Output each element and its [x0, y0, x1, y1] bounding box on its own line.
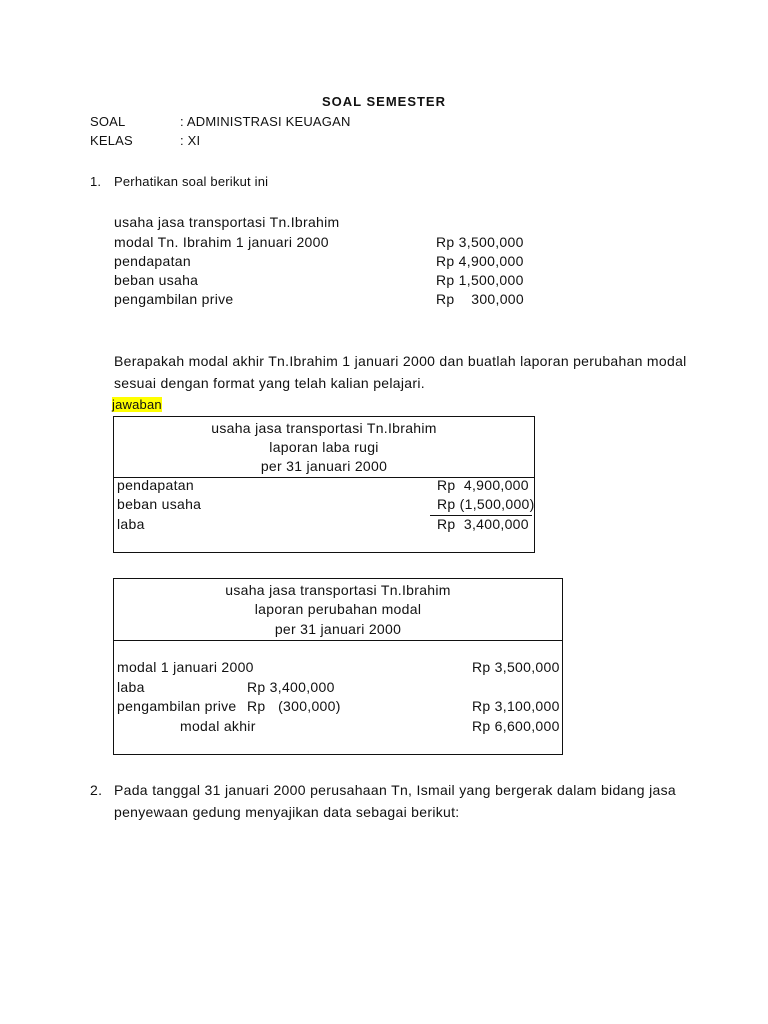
q1-number: 1. [90, 174, 102, 189]
q1-item-value: Rp 4,900,000 [436, 253, 524, 269]
modal-awal-value: Rp 3,500,000 [472, 659, 560, 675]
modal-akhir-label: modal akhir [180, 718, 256, 734]
answer-label: jawaban [112, 397, 162, 412]
laba-rugi-row-label: beban usaha [117, 496, 202, 512]
laba-rugi-row-label: pendapatan [117, 477, 194, 493]
laba-rugi-title: usaha jasa transportasi Tn.Ibrahim [211, 420, 437, 436]
q1-item-value: Rp 3,500,000 [436, 234, 524, 250]
q1-question-line2: sesuai dengan format yang telah kalian pelajari. [114, 375, 425, 391]
q2-line2: penyewaan gedung menyajikan data sebagai berikut: [114, 804, 460, 820]
q2-line1: Pada tanggal 31 januari 2000 perusahaan Tn, Ismail yang bergerak dalam bidang jasa [114, 782, 676, 798]
laba-rugi-row-value: Rp 3,400,000 [437, 516, 529, 532]
prive-value: Rp 3,100,000 [472, 698, 560, 714]
laba-rugi-row-value: Rp 4,900,000 [437, 477, 529, 493]
laba-rugi-row-label: laba [117, 516, 145, 532]
perubahan-modal-date: per 31 januari 2000 [274, 621, 402, 637]
q1-item-label: pengambilan prive [114, 291, 234, 307]
perubahan-modal-title: usaha jasa transportasi Tn.Ibrahim [225, 582, 451, 598]
laba-label: laba [117, 679, 145, 695]
document-title: SOAL SEMESTER [321, 94, 446, 109]
soal-value: : ADMINISTRASI KEUAGAN [180, 114, 351, 129]
laba-rugi-row-value: Rp (1,500,000) [437, 496, 535, 512]
laba-mid-value: Rp 3,400,000 [247, 679, 335, 695]
kelas-value: : XI [180, 133, 201, 148]
perubahan-modal-header-divider [113, 640, 563, 641]
q2-number: 2. [90, 782, 103, 798]
q1-item-value: Rp 1,500,000 [436, 272, 524, 288]
q1-item-value: Rp 300,000 [436, 291, 524, 307]
q1-item-label: modal Tn. Ibrahim 1 januari 2000 [114, 234, 329, 250]
perubahan-modal-subtitle: laporan perubahan modal [254, 601, 422, 617]
soal-label: SOAL [90, 114, 126, 129]
q1-data-title: usaha jasa transportasi Tn.Ibrahim [114, 214, 340, 230]
q1-intro: Perhatikan soal berikut ini [114, 174, 269, 189]
q1-item-label: beban usaha [114, 272, 199, 288]
kelas-label: KELAS [90, 133, 133, 148]
prive-label: pengambilan prive [117, 698, 237, 714]
laba-rugi-date: per 31 januari 2000 [260, 458, 388, 474]
laba-rugi-subtitle: laporan laba rugi [269, 439, 379, 455]
prive-mid-value: Rp (300,000) [247, 698, 341, 714]
q1-question-line1: Berapakah modal akhir Tn.Ibrahim 1 januari 2000 dan buatlah laporan perubahan modal [114, 353, 687, 369]
modal-akhir-value: Rp 6,600,000 [472, 718, 560, 734]
q1-item-label: pendapatan [114, 253, 191, 269]
modal-awal-label: modal 1 januari 2000 [117, 659, 254, 675]
